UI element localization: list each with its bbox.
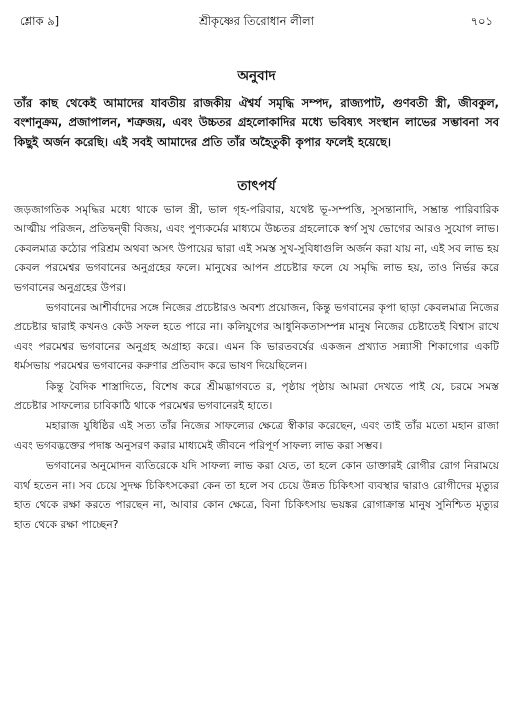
purport-paragraph: জড়জাগতিক সমৃদ্ধির মধ্যে থাকে ভাল স্ত্রী, ভাল গৃহ-পরিবার, যথেষ্ট ভূ-সম্পত্তি, সুসন্তানাদি, সম্ভ্রান্ত পারিবারিক আত্মীয় পরিজন, প্রতিদ্বন্দ্বী বিজয়, এবং পুণ্যকর্মের মাধ্যমে উচ্চতর গ্রহলোকে স্বর্গ সুখ ভোগের আরও সুযোগ লাভ। কেবলমাত্র কঠোর পরিশ্রম অথবা অসৎ উপায়ের দ্বারা এই সমস্ত সুখ-সুবিধাগুলি অর্জন করা যায় না, এই সব লাভ হয় কেবল পরমেশ্বর ভগবানের অনুগ্রহের ফলে। মানুষের আপন প্রচেষ্টার ফলে যে সমৃদ্ধি লাভ হয়, তাও নির্ভর করে ভগবানের অনুগ্রহের উপর।	[14, 203, 499, 294]
verse-number: শ্লোক ৯]	[20, 14, 60, 28]
purport-paragraph: কিন্তু বৈদিক শাস্ত্রাদিতে, বিশেষ করে শ্রীমদ্ভাগবতে র, পৃষ্ঠায় পৃষ্ঠায় আমরা দেখতে পাই যে, চরমে সমস্ত প্রচেষ্টার সাফল্যের চাবিকাঠি থাকে পরমেশ্বর ভগবানেরই হাতে।	[14, 379, 499, 413]
running-header	[20, 13, 493, 29]
purport-body	[14, 200, 499, 534]
translation-heading: অনুবাদ	[237, 68, 276, 84]
purport-heading: তাৎপর্য	[237, 178, 276, 194]
page-number: ৭০১	[470, 14, 493, 28]
translation-text: তাঁর কাছ থেকেই আমাদের যাবতীয় রাজকীয় ঐশ্বর্য সমৃদ্ধি সম্পদ, রাজ্যপাট, গুণবতী স্ত্রী, জীবকুল, বংশানুক্রম, প্রজাপালন, শত্রুজয়, এবং উচ্চতর গ্রহলোকাদির মধ্যে ভবিষ্যৎ সংস্থান লাভের সম্ভাবনা সব কিছুই অর্জন করেছি। এই সবই আমাদের প্রতি তাঁর অহৈতুকী কৃপার ফলেই হয়েছে।	[14, 96, 499, 149]
purport-paragraph: ভগবানের আশীর্বাদের সঙ্গে নিজের প্রচেষ্টারও অবশ্য প্রয়োজন, কিন্তু ভগবানের কৃপা ছাড়া কেবলমাত্র নিজের প্রচেষ্টার দ্বারাই কখনও কেউ সফল হতে পারে না। কলিযুগের আধুনিকতাসম্পন্ন মানুষ নিজের চেষ্টাতেই বিশ্বাস রাখে এবং পরমেশ্বর ভগবানের অনুগ্রহ অগ্রাহ্য করে। এমন কি ভারতবর্ষের একজন প্রখ্যাত সন্ন্যাসী শিকাগোর একটি ধর্মসভায় পরমেশ্বর ভগবানের করুণার প্রতিবাদ করে ভাষণ দিয়েছিলেন।	[14, 301, 499, 373]
purport-paragraph: ভগবানের অনুমোদন ব্যতিরেকে যদি সাফল্য লাভ করা যেত, তা হলে কোন ডাক্তারই রোগীর রোগ নিরাময়ে ব্যর্থ হতেন না। সব চেয়ে সুদক্ষ চিকিৎসকেরা কেন তা হলে সব চেয়ে উন্নত চিকিৎসা ব্যবস্থার দ্বারাও রোগীদের মৃত্যুর হাত থেকে রক্ষা করতে পারছেন না, আবার কোন ক্ষেত্রে, বিনা চিকিৎসায় ভয়ঙ্কর রোগাক্রান্ত মানুষ সুনিশ্চিত মৃত্যুর হাত থেকে রক্ষা পাচ্ছেন?	[14, 459, 499, 531]
chapter-title: শ্রীকৃষ্ণের তিরোধান লীলা	[199, 14, 314, 28]
purport-paragraph: মহারাজ যুধিষ্ঠির এই সত্য তাঁর নিজের সাফল্যের ক্ষেত্রে স্বীকার করেছেন, এবং তাই তাঁর মতো মহান রাজা এবং ভগবদ্ভক্তের পদাঙ্ক অনুসরণ করার মাধ্যমেই জীবনে পরিপূর্ণ সাফল্য লাভ করা সম্ভব।	[14, 419, 499, 452]
